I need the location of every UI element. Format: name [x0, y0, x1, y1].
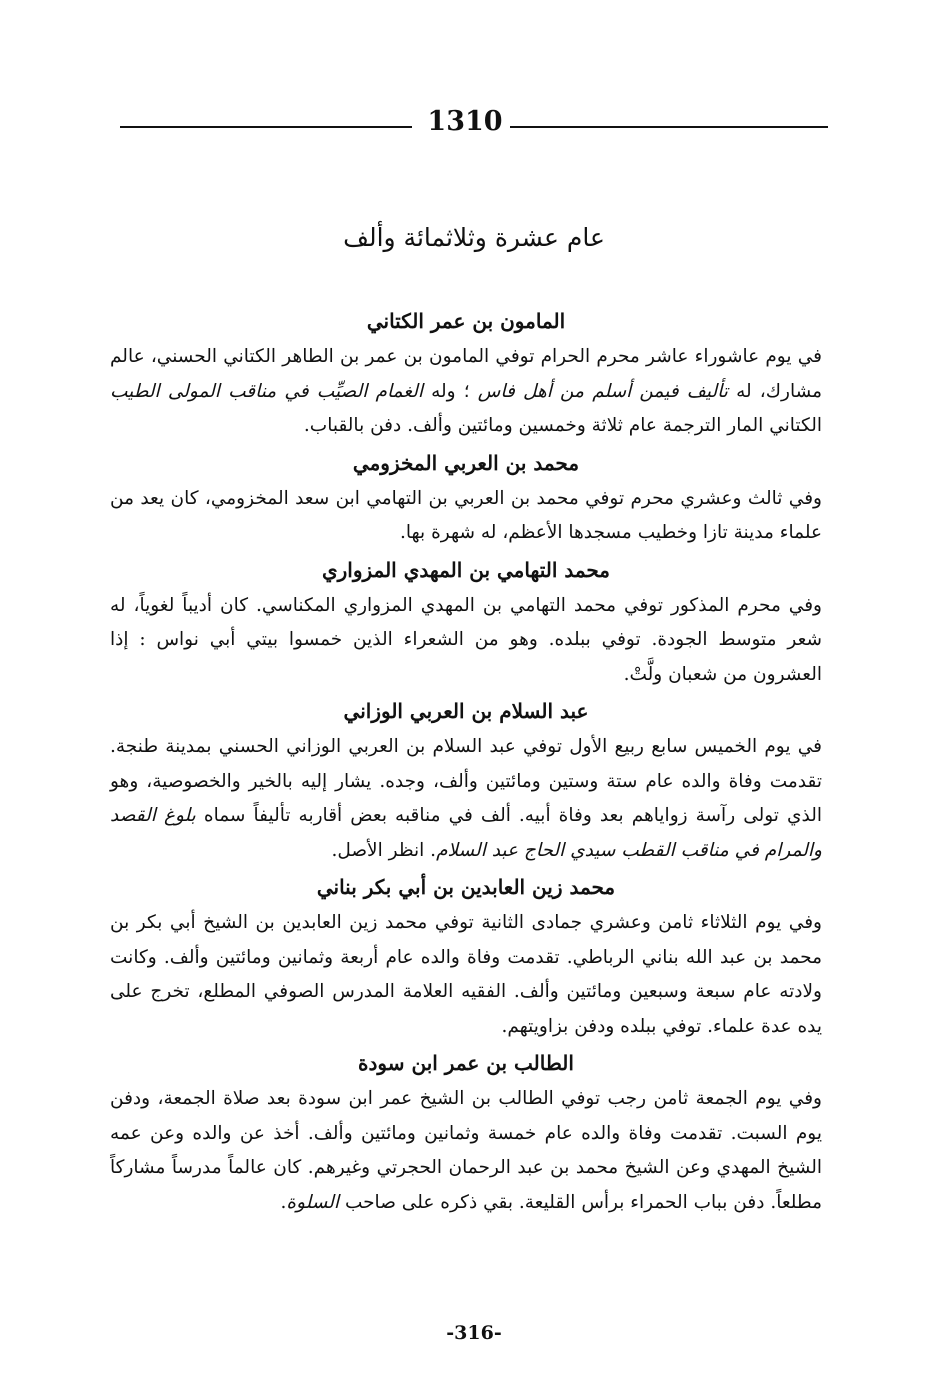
book-title: تأليف فيمن أسلم من أهل فاس	[477, 380, 728, 402]
book-title: بلوغ القصد والمرام في مناقب القطب سيدي الحاج عبد السلام	[110, 805, 822, 861]
entry-makhzumi	[110, 444, 822, 551]
entry-text: وفي يوم الجمعة ثامن رجب توفي الطالب بن الشيخ عمر ابن سودة بعد صلاة الجمعة، ودفن يوم السبت. تقدمت وفاة والده عام خمسة وثمانين ومائتين وألف. أخذ عن والده وعن عمه الشيخ المهدي وعن الشيخ محمد بن عبد الرحمان الحجرتي وغيرهم. كان عالماً مدرساً مشاركاً مطلعاً. دفن بباب الحمراء برأس القليعة. بقي ذكره على صاحب	[110, 1088, 822, 1213]
entry-body: وفي ثالث وعشري محرم توفي محمد بن العربي بن التهامي ابن سعد المخزومي، كان يعد من علماء مدينة تازا وخطيب مسجدها الأعظم، له شهرة بها.	[110, 487, 822, 543]
entries-content	[110, 302, 822, 1220]
header-rule-right	[510, 126, 828, 128]
entry-ibn-sawda	[110, 1044, 822, 1220]
entry-text: . انظر الأصل.	[331, 839, 437, 861]
page-number: -316-	[446, 1322, 502, 1344]
entry-body	[110, 340, 822, 444]
entry-heading: محمد التهامي بن المهدي المزواري	[321, 557, 611, 582]
entry-heading: المامون بن عمر الكتاني	[366, 309, 566, 333]
entry-wazzani	[110, 692, 822, 868]
entry-body: وفي يوم الثلاثاء ثامن وعشري جمادى الثانية توفي محمد زين العابدين بن الشيخ أبي بكر بن محمد بن عبد الله بناني الرباطي. تقدمت وفاة والده عام أربعة وثمانين ومائتين وألف. وكانت ولادته عام سبعة وسبعين ومائتين وألف. الفقيه العلامة المدرس الصوفي المطلع، تخرج على يده عدة علماء. توفي ببلده ودفن بزاويتهم.	[110, 912, 822, 1037]
entry-body	[110, 1082, 822, 1220]
year-title: عام عشرة وثلاثمائة وألف	[343, 223, 605, 252]
entry-body	[110, 730, 822, 868]
entry-text: الكتاني المار الترجمة عام ثلاثة وخمسين ومائتين وألف. دفن بالقباب.	[303, 415, 822, 436]
entry-heading: عبد السلام بن العربي الوزاني	[343, 699, 589, 723]
entry-text: .	[280, 1191, 287, 1213]
entry-bennani	[110, 868, 822, 1044]
header-rule-left	[120, 126, 412, 128]
book-title: السلوة	[286, 1191, 340, 1213]
entry-heading: الطالب بن عمر ابن سودة	[358, 1051, 574, 1075]
entry-heading: محمد زين العابدين بن أبي بكر بناني	[316, 875, 616, 899]
entry-al-mamun	[110, 302, 822, 444]
entry-text: ؛ وله	[422, 380, 478, 402]
entry-mazwari	[110, 551, 822, 693]
entry-heading: محمد بن العربي المخزومي	[352, 450, 580, 475]
entry-text: في يوم عاشوراء عاشر محرم الحرام توفي المامون بن عمر بن الطاهر الكتاني الحسني، عالم مشارك، له	[110, 346, 822, 402]
year-number: 1310	[427, 106, 503, 137]
entry-text: في يوم الخميس سابع ربيع الأول توفي عبد السلام بن العربي الوزاني الحسني بمدينة طنجة. تقدمت وفاة والده عام ستة وستين ومائتين وألف، وجده. يشار إليه بالخير والخصوصية، وهو الذي تولى رآسة زواياهم بعد وفاة أبيه. ألف في مناقبه بعض أقاربه تأليفاً سماه	[110, 736, 822, 826]
year-header	[120, 104, 828, 140]
book-title: الغمام الصيِّب في مناقب المولى الطيب	[110, 380, 423, 402]
entry-body: وفي محرم المذكور توفي محمد التهامي بن المهدي المزواري المكناسي. كان أديباً لغوياً، له شعر متوسط الجودة. توفي ببلده. وهو من الشعراء الذين خمسوا بيتي أبي نواس : إذا العشرون من شعبان ولَّتْ.	[110, 594, 822, 685]
